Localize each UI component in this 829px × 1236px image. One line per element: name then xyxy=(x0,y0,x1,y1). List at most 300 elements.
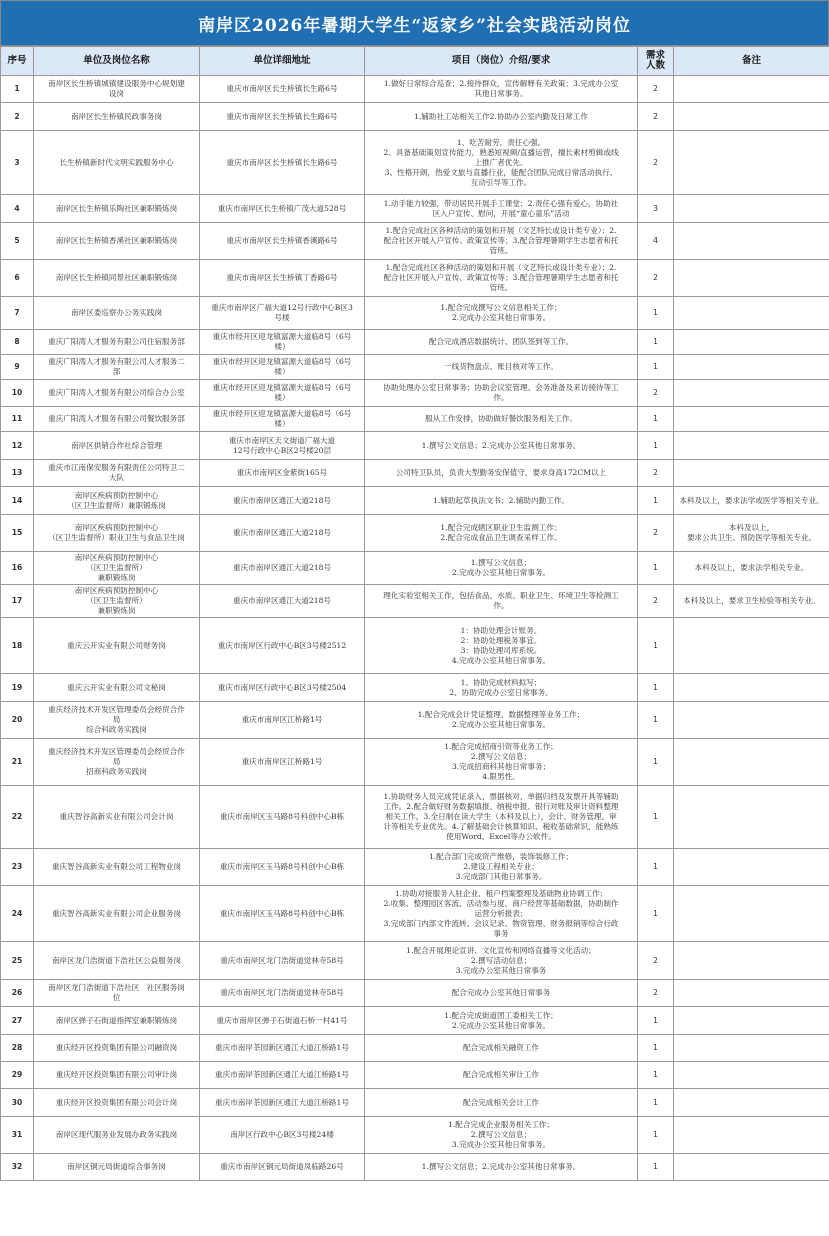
unit-line: （区卫生监督所）职业卫生与食品卫生岗 xyxy=(48,533,185,542)
unit-cell xyxy=(34,739,200,786)
desc-cell xyxy=(365,355,638,380)
desc-cell xyxy=(365,980,638,1007)
count-cell: 1 xyxy=(638,432,674,460)
row-number: 28 xyxy=(1,1035,34,1062)
desc-line: 协助处理办公室日常事务；协助会议室管理、会务准备及来访接待等工 xyxy=(383,383,619,392)
unit-line: 兼职锻炼岗 xyxy=(97,573,136,582)
row-number: 15 xyxy=(1,515,34,552)
count-cell: 2 xyxy=(638,76,674,103)
table-row xyxy=(1,260,829,297)
desc-cell xyxy=(365,76,638,103)
unit-line: 位 xyxy=(112,993,121,1002)
count-cell: 2 xyxy=(638,380,674,407)
desc-cell xyxy=(365,407,638,432)
desc-cell xyxy=(365,585,638,618)
count-cell: 1 xyxy=(638,618,674,674)
desc-line: 1.配合完成撰写公文信息相关工作； xyxy=(440,303,562,312)
table-row xyxy=(1,355,829,380)
row-number: 8 xyxy=(1,330,34,355)
row-number: 3 xyxy=(1,131,34,195)
addr-line: 重庆市南岸区金紫街165号 xyxy=(236,468,328,477)
unit-cell xyxy=(34,886,200,942)
desc-line: 理化实验室相关工作，包括食品、水质、职业卫生、环境卫生等检测工 xyxy=(383,591,619,600)
table-row xyxy=(1,1007,829,1035)
unit-cell xyxy=(34,674,200,702)
address-cell xyxy=(200,585,365,618)
desc-cell xyxy=(365,1062,638,1089)
note-cell xyxy=(674,702,829,739)
desc-cell xyxy=(365,1154,638,1181)
desc-line: 2.撰写公文信息； xyxy=(470,1130,532,1139)
count-cell: 4 xyxy=(638,223,674,260)
header-count-line2: 人数 xyxy=(645,60,665,71)
addr-line: 重庆市南岸区通江大道218号 xyxy=(232,596,332,605)
desc-line: 配合社区开展入户宣传、政策宣传等；3.配合管理暑期学生志愿者和托 xyxy=(383,236,619,245)
addr-line: 重庆市南岸区铜元局街道凤临路26号 xyxy=(220,1162,344,1171)
note-cell xyxy=(674,674,829,702)
unit-cell xyxy=(34,355,200,380)
table-row xyxy=(1,103,829,131)
desc-line: 1.配合完成社区各种活动的策划和开展（文艺特长或设计类专业）；2. xyxy=(385,226,617,235)
note-cell xyxy=(674,1117,829,1154)
unit-cell xyxy=(34,330,200,355)
unit-line: 重庆经开区投资集团有限公司审计岗 xyxy=(55,1070,178,1079)
addr-line: 重庆市南岸区长生桥镇长生路6号 xyxy=(226,111,338,121)
addr-line: 重庆市南岸区通江大道218号 xyxy=(232,563,332,572)
desc-line: 相关工作。3.全日制在读大学生（本科及以上），会计、财务管理、审 xyxy=(385,812,617,821)
row-number: 17 xyxy=(1,585,34,618)
note-cell xyxy=(674,552,829,585)
unit-cell xyxy=(34,1154,200,1181)
note-cell xyxy=(674,195,829,223)
address-cell xyxy=(200,407,365,432)
note-cell xyxy=(674,849,829,886)
desc-cell xyxy=(365,487,638,515)
desc-cell xyxy=(365,702,638,739)
note-cell xyxy=(674,942,829,980)
desc-line: 1.辅助社工站相关工作2.协助办公室内勤及日常工作 xyxy=(414,111,588,121)
header-address: 单位详细地址 xyxy=(200,47,365,76)
unit-cell xyxy=(34,487,200,515)
unit-cell xyxy=(34,131,200,195)
note-cell xyxy=(674,515,829,552)
note-cell xyxy=(674,330,829,355)
desc-line: 1、吃苦耐劳，责任心强。 xyxy=(456,137,546,147)
count-cell: 2 xyxy=(638,260,674,297)
count-cell: 1 xyxy=(638,1089,674,1117)
unit-line: 局 xyxy=(112,757,121,766)
address-cell xyxy=(200,618,365,674)
desc-line: 其他日常事务。 xyxy=(474,89,528,98)
unit-cell xyxy=(34,702,200,739)
note-cell xyxy=(674,260,829,297)
unit-line: （区卫生监督所）兼职锻炼岗 xyxy=(67,500,166,510)
count-cell: 2 xyxy=(638,942,674,980)
note-cell xyxy=(674,786,829,849)
count-cell: 1 xyxy=(638,849,674,886)
row-number: 5 xyxy=(1,223,34,260)
address-cell xyxy=(200,103,365,131)
address-cell xyxy=(200,355,365,380)
note-cell xyxy=(674,1035,829,1062)
addr-line: 重庆市经开区迎龙镇富源大道临8号（6号 xyxy=(212,409,352,418)
header-desc: 项目（岗位）介绍/要求 xyxy=(365,47,638,76)
count-cell: 1 xyxy=(638,886,674,942)
address-cell xyxy=(200,1035,365,1062)
address-cell xyxy=(200,460,365,487)
table-row xyxy=(1,739,829,786)
table-row xyxy=(1,980,829,1007)
desc-line: 运营分析报表； xyxy=(474,908,528,918)
desc-line: 1.撰写公文信息； xyxy=(470,558,532,567)
unit-line: 南岸区长生桥镇香溪社区兼职锻炼岗 xyxy=(55,236,178,245)
desc-cell xyxy=(365,849,638,886)
address-cell xyxy=(200,330,365,355)
addr-line: 楼） xyxy=(274,367,290,376)
unit-line: 部 xyxy=(112,367,121,376)
note-line: 本科及以上，要求法学相关专业。 xyxy=(694,563,809,572)
address-cell xyxy=(200,849,365,886)
addr-line: 重庆市南岸区天文街道广福大道 xyxy=(228,435,336,445)
desc-line: 2、具备基础策划宣传能力，熟悉短视频/直播运营，擅长素材剪辑或线 xyxy=(383,147,619,157)
table-row xyxy=(1,702,829,739)
note-cell xyxy=(674,76,829,103)
count-cell: 2 xyxy=(638,515,674,552)
row-number: 12 xyxy=(1,432,34,460)
unit-line: 重庆广阳湾人才服务有限公司人才服务二 xyxy=(48,357,185,366)
row-number: 26 xyxy=(1,980,34,1007)
note-line: 要求公共卫生、预防医学等相关专业。 xyxy=(686,533,817,542)
unit-line: 综合科政务实践岗 xyxy=(86,725,147,734)
unit-cell xyxy=(34,260,200,297)
row-number: 19 xyxy=(1,674,34,702)
address-cell xyxy=(200,1089,365,1117)
desc-line: 1.配合完成会计凭证整理、数据整理等业务工作； xyxy=(417,710,585,719)
desc-cell xyxy=(365,515,638,552)
address-cell xyxy=(200,786,365,849)
row-number: 18 xyxy=(1,618,34,674)
addr-line: 重庆市南岸区通江大道218号 xyxy=(232,528,332,537)
desc-line: 1.配合部门完成资产维修，装饰装修工作； xyxy=(429,852,573,861)
count-cell: 2 xyxy=(638,460,674,487)
desc-cell xyxy=(365,786,638,849)
row-number: 4 xyxy=(1,195,34,223)
unit-line: 南岸区疾病预防控制中心 xyxy=(74,523,159,532)
unit-line: 重庆经济技术开发区管理委员会经贸合作 xyxy=(48,747,185,756)
desc-line: 1.配合完成企业服务相关工作； xyxy=(448,1120,554,1129)
addr-line: 楼） xyxy=(274,393,290,402)
desc-cell xyxy=(365,131,638,195)
unit-cell xyxy=(34,618,200,674)
desc-line: 1.配合开展理论宣讲、文化宣传和网络直播等文化活动； xyxy=(406,945,596,955)
unit-line: 南岸区龙门浩街道下浩社区 社区服务岗 xyxy=(48,983,185,992)
unit-cell xyxy=(34,460,200,487)
desc-line: 管班。 xyxy=(489,246,513,255)
table-row xyxy=(1,515,829,552)
count-cell: 2 xyxy=(638,585,674,618)
address-cell xyxy=(200,980,365,1007)
count-cell: 1 xyxy=(638,355,674,380)
note-cell xyxy=(674,355,829,380)
note-cell xyxy=(674,739,829,786)
desc-line: 3.完成部门其他日常事务。 xyxy=(455,872,547,881)
desc-line: 3.完成部门内部文件流转、会议记录、物资管理、财务报销等综合行政 xyxy=(383,918,619,928)
desc-cell xyxy=(365,1007,638,1035)
unit-line: 南岸区供销合作社综合管理 xyxy=(70,440,163,450)
desc-cell xyxy=(365,886,638,942)
addr-line: 重庆市南岸区龙门浩街道觉林寺58号 xyxy=(220,955,344,965)
note-cell xyxy=(674,380,829,407)
addr-line: 重庆市南岸区江桥路1号 xyxy=(241,757,323,766)
table-row xyxy=(1,407,829,432)
address-cell xyxy=(200,942,365,980)
count-cell: 1 xyxy=(638,739,674,786)
address-cell xyxy=(200,886,365,942)
unit-line: 南岸区长生桥镇民政事务岗 xyxy=(70,111,163,121)
desc-line: 2.完成办公室其他日常事务。 xyxy=(451,1020,551,1030)
note-cell xyxy=(674,1062,829,1089)
unit-line: 招商科政务实践岗 xyxy=(86,767,147,776)
table-row xyxy=(1,674,829,702)
address-cell xyxy=(200,1117,365,1154)
count-cell: 1 xyxy=(638,552,674,585)
addr-line: 号楼 xyxy=(274,313,290,322)
header-no: 序号 xyxy=(1,47,34,76)
unit-cell xyxy=(34,407,200,432)
addr-line: 重庆市南岸茶园新区通江大道江桥路1号 xyxy=(215,1043,349,1052)
desc-line: 配合完成办公室其他日常事务 xyxy=(451,988,551,997)
desc-line: 3、性格开朗，热爱文旅与直播行业，能配合团队完成日常活动执行、 xyxy=(384,167,618,177)
desc-line: 上推广者优先。 xyxy=(474,157,528,167)
table-row xyxy=(1,131,829,195)
unit-cell xyxy=(34,1089,200,1117)
desc-line: 3.完成招商科其他日常事务； xyxy=(451,762,551,771)
addr-line: 12号行政中心B区2号楼20层 xyxy=(232,445,332,455)
addr-line: 楼） xyxy=(274,342,290,351)
desc-line: 1.做好日常综合巡查；2.接待群众，宣传解释有关政策；3.完成办公室 xyxy=(383,79,619,88)
unit-line: 重庆广阳湾人才服务有限公司综合办公室 xyxy=(48,388,185,397)
unit-line: 重庆云开实业有限公司文秘岗 xyxy=(67,682,166,692)
table-body xyxy=(1,76,829,1181)
addr-line: 重庆市南岸区玉马路8号科创中心B栋 xyxy=(219,908,345,918)
desc-line: 2.完成办公室其他日常事务。 xyxy=(451,313,551,322)
unit-cell xyxy=(34,1035,200,1062)
addr-line: 重庆市南岸区玉马路8号科创中心B栋 xyxy=(219,812,345,821)
desc-line: 2、协助完成办公室日常事务。 xyxy=(449,687,553,697)
addr-line: 重庆市南岸区广福大道12号行政中心B区3 xyxy=(211,303,353,312)
note-line: 本科及以上，要求卫生检验等相关专业。 xyxy=(683,596,820,605)
addr-line: 重庆市南岸区江桥路1号 xyxy=(241,715,323,724)
addr-line: 重庆市南岸区长生桥镇长生路6号 xyxy=(226,84,338,93)
desc-line: 作。 xyxy=(493,393,509,402)
addr-line: 重庆市南岸区弹子石街道石桥一村41号 xyxy=(216,1015,348,1025)
table-row xyxy=(1,297,829,330)
unit-line: 南岸区现代服务业发展办政务实践岗 xyxy=(55,1130,178,1139)
table-row xyxy=(1,1089,829,1117)
note-cell xyxy=(674,980,829,1007)
row-number: 29 xyxy=(1,1062,34,1089)
row-number: 9 xyxy=(1,355,34,380)
unit-cell xyxy=(34,432,200,460)
desc-cell xyxy=(365,297,638,330)
table-header-row xyxy=(1,47,829,76)
address-cell xyxy=(200,702,365,739)
note-cell xyxy=(674,1007,829,1035)
desc-cell xyxy=(365,380,638,407)
row-number: 27 xyxy=(1,1007,34,1035)
count-cell: 1 xyxy=(638,1062,674,1089)
unit-line: 南岸区长生桥镇城镇建设服务中心规划建 xyxy=(48,79,185,88)
desc-cell xyxy=(365,460,638,487)
unit-cell xyxy=(34,76,200,103)
address-cell xyxy=(200,487,365,515)
row-number: 32 xyxy=(1,1154,34,1181)
count-cell: 2 xyxy=(638,103,674,131)
unit-line: 重庆广阳湾人才服务有限公司住宿服务部 xyxy=(48,337,185,346)
count-cell: 1 xyxy=(638,702,674,739)
unit-cell xyxy=(34,297,200,330)
unit-line: 南岸区委巡察办公务实践岗 xyxy=(70,308,163,317)
unit-line: 重庆经济技术开发区管理委员会经贸合作 xyxy=(48,705,185,714)
page-title: 南岸区2026年暑期大学生“返家乡”社会实践活动岗位 xyxy=(0,0,829,46)
desc-cell xyxy=(365,1035,638,1062)
count-cell: 1 xyxy=(638,487,674,515)
row-number: 31 xyxy=(1,1117,34,1154)
row-number: 22 xyxy=(1,786,34,849)
note-line: 本科及以上， xyxy=(728,523,775,532)
header-count xyxy=(638,47,674,76)
address-cell xyxy=(200,380,365,407)
desc-line: 配合完成酒店数据统计、团队签到等工作。 xyxy=(428,337,574,346)
addr-line: 重庆市南岸区长生桥镇丁香路6号 xyxy=(226,273,338,282)
desc-cell xyxy=(365,618,638,674)
unit-line: （区卫生监督所） xyxy=(86,596,147,605)
row-number: 16 xyxy=(1,552,34,585)
desc-line: 1：协助处理会计账务。 xyxy=(460,625,542,635)
row-number: 21 xyxy=(1,739,34,786)
address-cell xyxy=(200,131,365,195)
address-cell xyxy=(200,674,365,702)
desc-line: 管班。 xyxy=(489,283,513,292)
desc-line: 4.完成办公室其他日常事务。 xyxy=(451,655,551,665)
desc-cell xyxy=(365,330,638,355)
desc-cell xyxy=(365,432,638,460)
desc-line: 2.撰写公文信息； xyxy=(470,752,532,761)
desc-line: 作。 xyxy=(493,601,509,610)
addr-line: 楼） xyxy=(274,419,290,428)
desc-line: 计等相关专业优先。4.了解基础会计核算知识、税收基础常识，能熟练 xyxy=(383,822,619,831)
note-cell xyxy=(674,1154,829,1181)
table-row xyxy=(1,1154,829,1181)
desc-line: 2.完成办公室其他日常事务。 xyxy=(451,568,551,577)
count-cell: 3 xyxy=(638,195,674,223)
row-number: 20 xyxy=(1,702,34,739)
count-cell: 1 xyxy=(638,674,674,702)
row-number: 7 xyxy=(1,297,34,330)
unit-line: 设岗 xyxy=(108,89,125,98)
table-row xyxy=(1,460,829,487)
unit-line: 南岸区龙门浩街道下浩社区公益服务岗 xyxy=(51,955,182,965)
table-row xyxy=(1,786,829,849)
unit-cell xyxy=(34,585,200,618)
unit-cell xyxy=(34,515,200,552)
count-cell: 1 xyxy=(638,786,674,849)
unit-line: 重庆广阳湾人才服务有限公司餐饮服务部 xyxy=(48,414,185,423)
addr-line: 重庆市南岸茶园新区通江大道江桥路1号 xyxy=(215,1070,349,1079)
address-cell xyxy=(200,76,365,103)
desc-line: 1.配合完成辖区职业卫生监测工作； xyxy=(440,523,562,532)
addr-line: 南岸区行政中心B区3号楼24楼 xyxy=(230,1130,334,1139)
unit-line: 重庆市江南保安服务有限责任公司特卫二 xyxy=(48,463,185,472)
desc-cell xyxy=(365,942,638,980)
addr-line: 重庆市南岸区通江大道218号 xyxy=(232,495,332,505)
count-cell: 1 xyxy=(638,1117,674,1154)
count-cell: 1 xyxy=(638,407,674,432)
unit-line: 大队 xyxy=(108,473,125,482)
header-unit: 单位及岗位名称 xyxy=(34,47,200,76)
desc-line: 2.完成办公室其他日常事务。 xyxy=(451,720,551,729)
address-cell xyxy=(200,739,365,786)
unit-line: 南岸区疾病预防控制中心 xyxy=(74,586,159,595)
note-cell xyxy=(674,407,829,432)
positions-table xyxy=(0,46,829,1181)
address-cell xyxy=(200,515,365,552)
row-number: 25 xyxy=(1,942,34,980)
desc-line: 3：协助处理司库系统。 xyxy=(460,645,542,655)
table-row xyxy=(1,1035,829,1062)
table-row xyxy=(1,886,829,942)
unit-cell xyxy=(34,223,200,260)
unit-line: 南岸区疾病预防控制中心 xyxy=(74,553,159,562)
desc-line: 1.配合完成街道团工委相关工作； xyxy=(444,1010,558,1020)
desc-line: 2.收集、整理园区客流、活动参与度、商户经营等基础数据，协助制作 xyxy=(383,898,619,908)
unit-cell xyxy=(34,980,200,1007)
addr-line: 重庆市南岸区长生桥镇长生路6号 xyxy=(226,157,338,167)
desc-line: 1、协助完成材料拟写； xyxy=(460,677,542,687)
unit-cell xyxy=(34,1062,200,1089)
unit-cell xyxy=(34,1007,200,1035)
note-cell xyxy=(674,487,829,515)
desc-line: 配合完成相关融资工作 xyxy=(463,1043,539,1052)
desc-line: 工作。2.配合做好财务数据填报、纳税申报、银行对账及审计资料整理 xyxy=(383,802,619,811)
desc-line: 1.配合完成招商引资等业务工作； xyxy=(444,742,558,751)
desc-line: 事务 xyxy=(493,928,509,938)
unit-line: 兼职锻炼岗 xyxy=(97,606,136,615)
addr-line: 重庆市南岸茶园新区通江大道江桥路1号 xyxy=(215,1097,349,1107)
desc-cell xyxy=(365,552,638,585)
unit-line: 南岸区疾病预防控制中心 xyxy=(74,490,159,500)
unit-line: 重庆经开区投资集团有限公司会计岗 xyxy=(55,1097,178,1107)
unit-line: 南岸区长生桥镇同景社区兼职锻炼岗 xyxy=(55,273,178,282)
desc-line: 使用Word、Excel等办公软件。 xyxy=(446,832,556,841)
address-cell xyxy=(200,195,365,223)
addr-line: 重庆市经开区迎龙镇富源大道临8号（6号 xyxy=(212,332,352,341)
unit-line: 南岸区铜元局街道综合事务岗 xyxy=(67,1162,166,1171)
address-cell xyxy=(200,432,365,460)
row-number: 11 xyxy=(1,407,34,432)
table-row xyxy=(1,849,829,886)
address-cell xyxy=(200,297,365,330)
table-row xyxy=(1,487,829,515)
table-row xyxy=(1,76,829,103)
desc-line: 3.完成办公室其他日常事务。 xyxy=(451,1140,551,1149)
unit-cell xyxy=(34,786,200,849)
unit-cell xyxy=(34,942,200,980)
note-cell xyxy=(674,103,829,131)
desc-line: 1.协助财务人员完成凭证录入、票据核对、单据归档及发票开具等辅助 xyxy=(383,792,619,801)
header-note: 备注 xyxy=(674,47,829,76)
address-cell xyxy=(200,260,365,297)
